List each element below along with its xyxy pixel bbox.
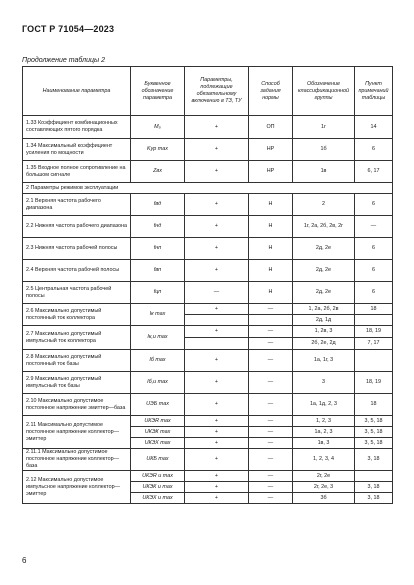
parameter-name: 2.5 Центральная частота рабочей полосы [23, 282, 131, 304]
cell-group: 1в, 3 [293, 438, 355, 449]
table-row [23, 326, 393, 338]
parameter-symbol: fцп [131, 282, 185, 304]
parameter-symbol: UКБ max [131, 449, 185, 471]
cell-group: 1а, 2, 3 [293, 427, 355, 438]
cell-method: НР [249, 161, 293, 183]
cell-mandatory: + [185, 116, 249, 139]
column-header: Параметры, подлежащие обязательному включению в ТЗ, ТУ [185, 67, 249, 116]
cell-method: — [249, 326, 293, 338]
cell-method: Н [249, 238, 293, 260]
table-continuation-label: Продолжение таблицы 2 [22, 57, 105, 64]
section-title: 2 Параметры режимов эксплуатации [23, 183, 393, 194]
cell-group: 2д, 2е [293, 238, 355, 260]
cell-mandatory: + [185, 216, 249, 238]
cell-group: 1, 2, 3 [293, 416, 355, 427]
cell-method: — [249, 372, 293, 394]
cell-method: Н [249, 216, 293, 238]
cell-method: — [249, 471, 293, 482]
parameter-symbol: Iк,и max [131, 326, 185, 350]
page-header: ГОСТ Р 71054—2023 [22, 24, 115, 34]
cell-mandatory [185, 338, 249, 350]
cell-group: 1, 2а, 2б, 2в [293, 304, 355, 315]
parameter-name: 2.2 Нижняя частота рабочего диапазона [23, 216, 131, 238]
cell-mandatory: + [185, 427, 249, 438]
cell-method: Н [249, 260, 293, 282]
cell-note: 18 [355, 304, 393, 315]
cell-method: — [249, 493, 293, 504]
cell-group: 2г, 2е, 3 [293, 482, 355, 493]
cell-method: — [249, 304, 293, 315]
parameter-name: 2.6 Максимально допустимый постоянный ток коллектора [23, 304, 131, 326]
table-row [23, 238, 393, 260]
table-header-row [23, 67, 393, 116]
cell-mandatory: + [185, 194, 249, 216]
parameter-symbol: Iб,и max [131, 372, 185, 394]
cell-group: 1а, 1д, 2, 3 [293, 394, 355, 416]
cell-method: — [249, 350, 293, 372]
cell-method: ОП [249, 116, 293, 139]
table-row [23, 194, 393, 216]
cell-mandatory: + [185, 471, 249, 482]
cell-note: 3, 5, 18 [355, 438, 393, 449]
table-row [23, 471, 393, 482]
cell-mandatory [185, 315, 249, 326]
cell-mandatory: + [185, 493, 249, 504]
cell-note [355, 350, 393, 372]
cell-note: 3, 18 [355, 493, 393, 504]
cell-group: 1г [293, 116, 355, 139]
page-number: 6 [22, 556, 27, 565]
cell-group: 1г, 2а, 2б, 2в, 2г [293, 216, 355, 238]
cell-method: — [249, 338, 293, 350]
cell-group: 2 [293, 194, 355, 216]
table-body [23, 116, 393, 504]
parameters-table [22, 66, 393, 504]
cell-group: 3б [293, 493, 355, 504]
cell-mandatory: + [185, 350, 249, 372]
cell-note: 3, 5, 18 [355, 427, 393, 438]
cell-note: 18 [355, 394, 393, 416]
cell-method: Н [249, 282, 293, 304]
cell-note: 18, 19 [355, 372, 393, 394]
cell-note: 14 [355, 116, 393, 139]
parameter-name: 2.3 Нижняя частота рабочей полосы [23, 238, 131, 260]
cell-note: 6 [355, 139, 393, 161]
parameter-symbol: fвп [131, 260, 185, 282]
parameter-name: 2.7 Максимально допустимый импульсный ток коллектора [23, 326, 131, 350]
parameter-symbol: Kур max [131, 139, 185, 161]
cell-note: 3, 5, 18 [355, 416, 393, 427]
cell-method: — [249, 427, 293, 438]
table-row [23, 416, 393, 427]
parameter-symbol: M₅ [131, 116, 185, 139]
section-row [23, 183, 393, 194]
parameter-symbol: UЭБ max [131, 394, 185, 416]
parameter-symbol: UКЭR max [131, 416, 185, 427]
parameter-symbol: fнд [131, 216, 185, 238]
table-row [23, 449, 393, 471]
cell-method [249, 315, 293, 326]
cell-group: 2д, 2е [293, 260, 355, 282]
cell-note: — [355, 216, 393, 238]
cell-method: — [249, 394, 293, 416]
cell-group: 1в [293, 161, 355, 183]
column-header: Пункт примечаний таблицы [355, 67, 393, 116]
cell-note: 3, 18 [355, 449, 393, 471]
cell-method: Н [249, 194, 293, 216]
parameter-symbol: UКЭR и max [131, 471, 185, 482]
cell-note: 6 [355, 194, 393, 216]
parameter-symbol: Zвх [131, 161, 185, 183]
cell-method: — [249, 449, 293, 471]
parameter-name: 1.35 Входное полное сопротивление на большом сигнале [23, 161, 131, 183]
cell-method: — [249, 482, 293, 493]
parameter-name: 2.12 Максимально допустимое импульсное напряжение коллектор—эмиттер [23, 471, 131, 504]
cell-mandatory: + [185, 416, 249, 427]
parameter-name: 2.11 Максимально допустимое постоянное напряжение коллектор—эмиттер [23, 416, 131, 449]
cell-mandatory: + [185, 482, 249, 493]
column-header: Буквенное обозначение параметра [131, 67, 185, 116]
cell-mandatory: + [185, 394, 249, 416]
cell-note: 6, 17 [355, 161, 393, 183]
cell-mandatory: + [185, 238, 249, 260]
cell-method: — [249, 438, 293, 449]
parameter-symbol: UКЭК и max [131, 482, 185, 493]
table-row [23, 161, 393, 183]
table-row [23, 350, 393, 372]
column-header: Способ задания нормы [249, 67, 293, 116]
cell-note [355, 315, 393, 326]
cell-group: 1б [293, 139, 355, 161]
parameter-symbol: fнп [131, 238, 185, 260]
cell-mandatory: — [185, 282, 249, 304]
cell-mandatory: + [185, 372, 249, 394]
table-row [23, 139, 393, 161]
cell-note: 18, 19 [355, 326, 393, 338]
cell-group: 1, 2, 3, 4 [293, 449, 355, 471]
column-header: Наименование параметра [23, 67, 131, 116]
cell-note: 7, 17 [355, 338, 393, 350]
cell-note: 6 [355, 238, 393, 260]
table-row [23, 394, 393, 416]
cell-group: 1, 2в, 3 [293, 326, 355, 338]
parameter-name: 2.9 Максимально допустимый импульсный ток базы [23, 372, 131, 394]
parameter-symbol: UКЭХ max [131, 438, 185, 449]
cell-note: 3, 18 [355, 482, 393, 493]
parameter-symbol: UКЭК max [131, 427, 185, 438]
cell-group: 1а, 1г, 3 [293, 350, 355, 372]
cell-mandatory: + [185, 304, 249, 315]
parameter-name: 2.11.1 Максимально допустимое постоянное напряжение коллектор—база [23, 449, 131, 471]
table-row [23, 260, 393, 282]
cell-mandatory: + [185, 139, 249, 161]
parameter-symbol: Iб max [131, 350, 185, 372]
parameter-name: 2.10 Максимально допустимое постоянное напряжение эмиттер—база [23, 394, 131, 416]
cell-mandatory: + [185, 449, 249, 471]
cell-mandatory: + [185, 438, 249, 449]
cell-method: — [249, 416, 293, 427]
parameter-name: 2.8 Максимально допустимый постоянный ток базы [23, 350, 131, 372]
cell-group: 2д, 1д [293, 315, 355, 326]
cell-method: НР [249, 139, 293, 161]
table-row [23, 282, 393, 304]
table-row [23, 372, 393, 394]
table-row [23, 216, 393, 238]
cell-note [355, 471, 393, 482]
cell-note: 6 [355, 282, 393, 304]
cell-group: 3 [293, 372, 355, 394]
parameter-name: 1.33 Коэффициент комбинационных составляющих пятого порядка [23, 116, 131, 139]
parameter-symbol: fвд [131, 194, 185, 216]
column-header: Обозначение классификационной группы [293, 67, 355, 116]
cell-mandatory: + [185, 260, 249, 282]
cell-note: 6 [355, 260, 393, 282]
table-row [23, 116, 393, 139]
parameter-name: 2.4 Верхняя частота рабочей полосы [23, 260, 131, 282]
cell-mandatory: + [185, 161, 249, 183]
cell-mandatory: + [185, 326, 249, 338]
cell-group: 2д, 2е [293, 282, 355, 304]
cell-group: 2б, 2е, 2д [293, 338, 355, 350]
cell-group: 2г, 2е [293, 471, 355, 482]
parameter-name: 2.1 Верхняя частота рабочего диапазона [23, 194, 131, 216]
parameter-name: 1.34 Максимальный коэффициент усиления по мощности [23, 139, 131, 161]
table-row [23, 304, 393, 315]
parameter-symbol: Iк max [131, 304, 185, 326]
parameter-symbol: UКЭХ и max [131, 493, 185, 504]
